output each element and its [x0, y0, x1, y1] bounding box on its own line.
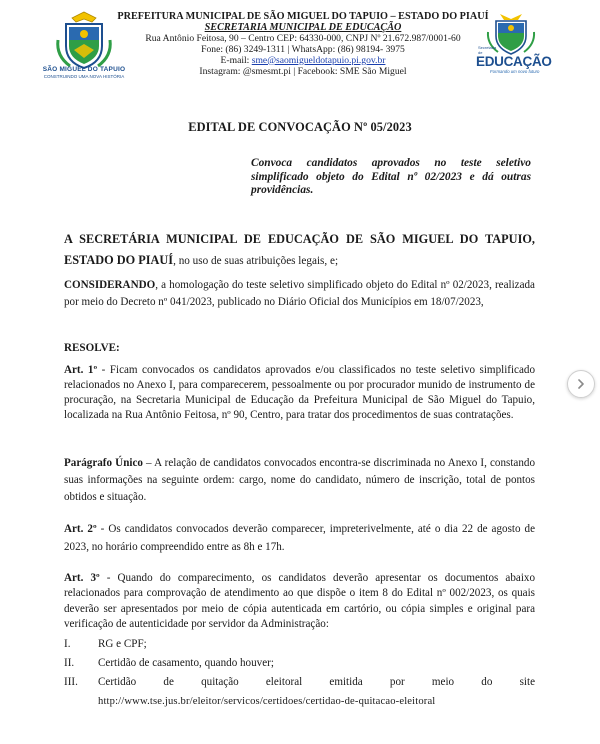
intro-paragraph: [64, 229, 535, 271]
considerando-label: CONSIDERANDO: [64, 279, 156, 291]
article-3-text: - Quando do comparecimento, os candidatos deverão apresentar os documentos abaixo relacionados para comprovação de atendimento ao que dispõe o item 8 do Edital nº 002/2023, os quais deverão ser apresentados por meio de cópia autenticada em cartório, ou cópia simples e original para verificação de autenticidade por servidor da Administração:: [64, 572, 536, 630]
letterhead-secretariat: SECRETARIA MUNICIPAL DE EDUCAÇÃO: [204, 21, 402, 33]
list-item-number: III.: [64, 676, 78, 688]
email-label: E-mail:: [220, 54, 250, 66]
education-logo-tagline: Formando um novo futuro: [490, 69, 540, 74]
letterhead-municipality: PREFEITURA MUNICIPAL DE SÃO MIGUEL DO TAPUIO – ESTADO DO PIAUÍ: [117, 11, 489, 22]
letterhead-address: Rua Antônio Feitosa, 90 – Centro CEP: 64330-000, CNPJ Nº 21.672.987/0001-60: [145, 32, 461, 44]
article-1: [64, 363, 535, 423]
email-link[interactable]: sme@saomigueldotapuio.pi.gov.br: [251, 54, 386, 66]
list-item-word: quitação: [201, 676, 239, 688]
document-summary: Convoca candidatos aprovados no teste seletivo simplificado objeto do Edital nº 02/2023 e dá outras providências.: [251, 157, 531, 197]
crest-subcaption: CONSTRUINDO UMA NOVA HISTÓRIA: [43, 74, 125, 79]
tse-url: http://www.tse.jus.br/eleitor/servicos/certidoes/certidao-de-quitacao-eleitoral: [98, 696, 436, 707]
list-item-text: Certidão de casamento, quando houver;: [98, 657, 274, 669]
education-logo-secretaria: Secretaria de: [478, 45, 497, 55]
paragrafo-unico-text: – A relação de candidatos convocados encontra-se discriminada no Anexo I, constando suas informações na seguinte ordem: cargo, nome do candidato, número de inscrição, total de pontos obtidos e situação.: [64, 457, 535, 504]
list-item-number: I.: [64, 638, 71, 650]
article-2-text: - Os candidatos convocados deverão comparecer, impreterivelmente, até o dia 22 de agosto de 2023, no horário compreendido entre as 8h e 17h.: [64, 523, 536, 553]
list-item-word: Certidão: [98, 676, 137, 688]
list-item: [64, 657, 535, 676]
letterhead: [113, 12, 493, 77]
list-item-word: de: [163, 676, 174, 688]
crest-caption: SÃO MIGUEL DO TAPUIO: [42, 66, 126, 73]
list-item-word: meio: [431, 676, 455, 688]
required-documents-list: [64, 638, 535, 695]
intro-rest: , no uso de suas atribuições legais, e;: [173, 255, 339, 267]
letterhead-email-line: [113, 56, 493, 67]
list-item-word: emitida: [329, 676, 363, 688]
list-item-text: RG e CPF;: [98, 638, 147, 650]
paragrafo-unico: [64, 455, 535, 507]
municipal-crest-logo: [52, 10, 116, 74]
carousel-next-button[interactable]: [567, 370, 595, 398]
article-2: [64, 521, 535, 556]
paragrafo-unico-label: Parágrafo Único: [64, 457, 143, 469]
list-item-word: eleitoral: [265, 676, 303, 688]
list-item-text: [98, 676, 535, 688]
resolve-heading: RESOLVE:: [64, 342, 120, 354]
letterhead-phone: Fone: (86) 3249-1311 | WhatsApp: (86) 98194- 3975: [201, 43, 405, 55]
letterhead-social: Instagram: @smesmt.pi | Facebook: SME São Miguel: [199, 65, 407, 77]
list-item-word: do: [481, 676, 493, 688]
document-title: EDITAL DE CONVOCAÇÃO Nº 05/2023: [188, 120, 412, 134]
chevron-right-icon: [575, 378, 587, 390]
article-1-label: Art. 1º: [64, 364, 98, 376]
article-3: [64, 571, 535, 632]
considerando-text: , a homologação do teste seletivo simplificado objeto do Edital nº 02/2023, realizada por meio do Decreto nº 041/2023, publicado no Diário Oficial dos Municípios em 18/07/2023,: [64, 279, 535, 309]
article-3-label: Art. 3º: [64, 572, 100, 584]
list-item-number: II.: [64, 657, 75, 669]
intro-authority: A SECRETÁRIA MUNICIPAL DE EDUCAÇÃO DE SÃO MIGUEL DO TAPUIO, ESTADO DO PIAUÍ: [64, 232, 535, 267]
article-2-label: Art. 2º: [64, 523, 97, 535]
education-logo-wordmark: EDUCAÇÃO: [476, 54, 552, 69]
list-item-word: por: [389, 676, 405, 688]
list-item-word: site: [519, 676, 535, 688]
considerando-paragraph: [64, 277, 535, 311]
list-item: [64, 676, 535, 695]
list-item: [64, 638, 535, 657]
article-1-text: - Ficam convocados os candidatos aprovados e/ou classificados no teste seletivo simplificado relacionados no Anexo I, para comparecerem, pessoalmente ou por procurador munido de instrumento de procuração, na Secretaria Municipal de Educação da Prefeitura Municipal de São Miguel do Tapuio, localizada na Rua Antônio Feitosa, nº 90, Centro, para tratar dos procedimentos de suas contratações.: [64, 364, 535, 422]
